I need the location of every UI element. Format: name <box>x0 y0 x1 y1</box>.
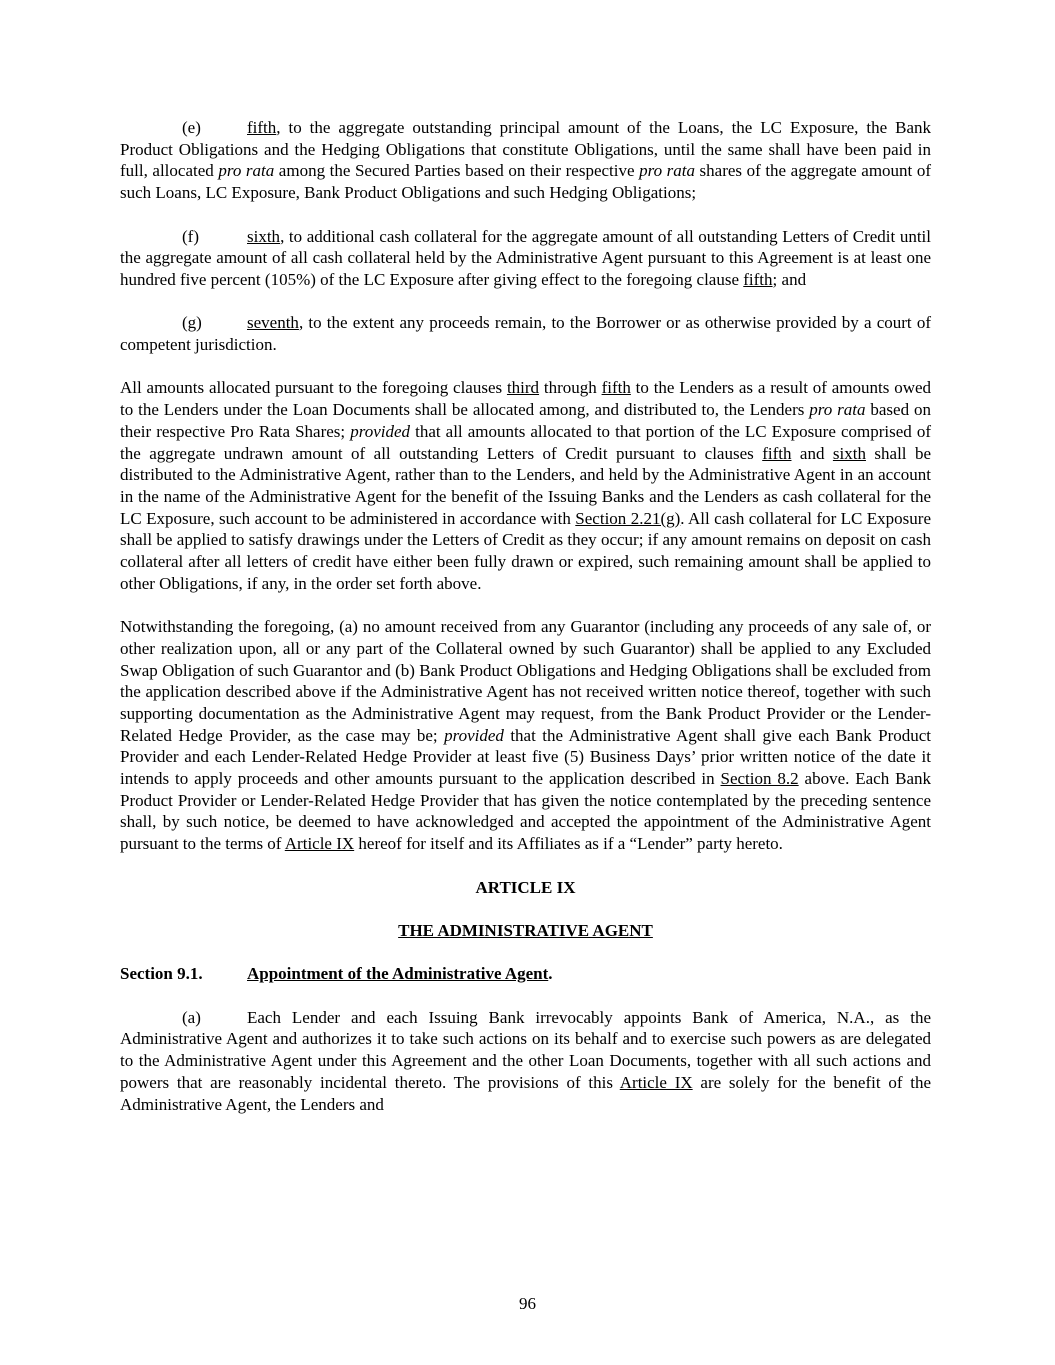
text-run: and <box>791 443 833 463</box>
text-run: , to the extent any proceeds remain, to the Borrower or as otherwise provided by a court of competent jurisdiction. <box>120 313 931 354</box>
text-run: that the Administrative Agent shall give each Bank Product Provider and each Lender-Related Hedge Provider at least five (5) Business Days’ prior written notice of the date it intends to apply proceeds and other amounts pursuant to the application described in <box>120 725 931 789</box>
text-run: based on their respective Pro Rata Shares; <box>120 400 931 441</box>
text-run: . <box>548 964 553 984</box>
text-run: Section 9.1. <box>120 964 203 984</box>
text-run: seventh <box>247 313 299 333</box>
text-run: shares of the aggregate amount of such Loans, LC Exposure, Bank Product Obligations and such Hedging Obligations; <box>120 161 931 203</box>
text-run: pro rata <box>218 161 275 181</box>
text-run: fifth <box>762 443 792 463</box>
text-run: . All cash collateral for LC Exposure shall be applied to satisfy drawings under the Letters of Credit as they occur; if any amount remains on deposit on cash collateral after all letters of credit have either been fully drawn or expired, such remaining amount shall be applied to other Obligations, if any, in the order set forth above. <box>120 508 931 593</box>
document-body <box>120 117 931 1137</box>
text-run: sixth <box>247 226 281 246</box>
paragraph-notwithstanding <box>120 616 931 855</box>
text-run: (a) <box>182 1007 201 1027</box>
paragraph-clause-e <box>120 117 931 204</box>
text-run: All amounts allocated pursuant to the foregoing clauses <box>120 378 507 398</box>
text-run: (e) <box>182 118 201 137</box>
text-run: Appointment of the Administrative Agent <box>247 964 549 984</box>
text-run: pro rata <box>809 400 866 420</box>
paragraph-clause-a <box>120 1007 931 1116</box>
text-run: shall be distributed to the Administrative Agent, rather than to the Lenders, and held by the Administrative Agent in an account in the name of the Administrative Agent for the benefit of the Issuing Banks and the Lenders as cash collateral for the LC Exposure, such account to be administered in accordance with <box>120 443 931 528</box>
text-run: Section 2.21(g) <box>575 508 681 528</box>
text-run: Each Lender and each Issuing Bank irrevocably appoints Bank of America, N.A., as the Administrative Agent and authorizes it to take such actions on its behalf and to exercise such powers as are delegated to the Administrative Agent under this Agreement and the other Loan Documents, together with all such actions and powers that are reasonably incidental thereto. The provisions of this <box>120 1007 931 1092</box>
paragraph-clause-f <box>120 226 931 291</box>
paragraph-clause-g <box>120 312 931 355</box>
text-run: that all amounts allocated to that portion of the LC Exposure comprised of the aggregate undrawn amount of all outstanding Letters of Credit pursuant to clauses <box>120 421 931 463</box>
paragraph-all-amounts <box>120 377 931 594</box>
article-ix-heading-text: ARTICLE IX <box>475 877 576 897</box>
text-run: fifth <box>743 269 773 289</box>
text-run: above. Each Bank Product Provider or Lender-Related Hedge Provider that has given the notice contemplated by the preceding sentence shall, by such notice, be deemed to have acknowledged and accepted the appointment of the Administrative Agent pursuant to the terms of <box>120 769 931 854</box>
text-run: fifth <box>247 118 277 137</box>
article-ix-heading <box>120 877 931 899</box>
text-run: fifth <box>601 378 631 398</box>
text-run: hereof for itself and its Affiliates as if a “Lender” party hereto. <box>354 834 783 854</box>
text-run: to the Lenders as a result of amounts owed to the Lenders under the Loan Documents shall be allocated among, and distributed to, the Lenders <box>120 378 932 420</box>
administrative-agent-heading <box>120 920 931 942</box>
text-run: ; and <box>772 269 807 289</box>
section-9-1-heading <box>120 963 931 985</box>
text-run: (g) <box>182 313 202 333</box>
text-run: pro rata <box>639 161 695 181</box>
text-run: through <box>539 378 602 398</box>
text-run: are solely for the benefit of the Administrative Agent, the Lenders and <box>120 1072 931 1114</box>
text-run: third <box>506 378 540 398</box>
text-run: , to the aggregate outstanding principal amount of the Loans, the LC Exposure, the Bank Product Obligations and the Hedging Obligations that constitute Obligations, until the same shall have been paid in full, allocated <box>120 118 931 181</box>
text-run: , to additional cash collateral for the aggregate amount of all outstanding Letters of Credit until the aggregate amount of all cash collateral held by the Administrative Agent pursuant to this Agreement is at least one hundred five percent (105%) of the LC Exposure after giving effect to the foregoing clause <box>120 226 931 289</box>
text-run: Notwithstanding the foregoing, (a) no amount received from any Guarantor (including any proceeds of any sale of, or other realization upon, all or any part of the Collateral owned by such Guarantor) shall be applied to any Excluded Swap Obligation of such Guarantor and (b) Bank Product Obligations and Hedging Obligations shall be excluded from the application described above if the Administrative Agent has not received written notice thereof, together with such supporting documentation as the Administrative Agent may request, from the Bank Product Provider or the Lender-Related Hedge Provider, as the case may be; <box>120 617 931 745</box>
text-run: Article IX <box>619 1072 693 1092</box>
text-run: provided <box>350 421 411 441</box>
text-run: sixth <box>832 443 866 463</box>
text-run: Section 8.2 <box>720 769 799 789</box>
text-run: (f) <box>182 226 199 246</box>
page-number: 96 <box>519 1294 536 1313</box>
text-run: Article IX <box>284 834 355 854</box>
text-run: among the Secured Parties based on their respective <box>274 161 640 181</box>
text-run: provided <box>444 725 504 745</box>
administrative-agent-heading-text: THE ADMINISTRATIVE AGENT <box>398 920 653 940</box>
